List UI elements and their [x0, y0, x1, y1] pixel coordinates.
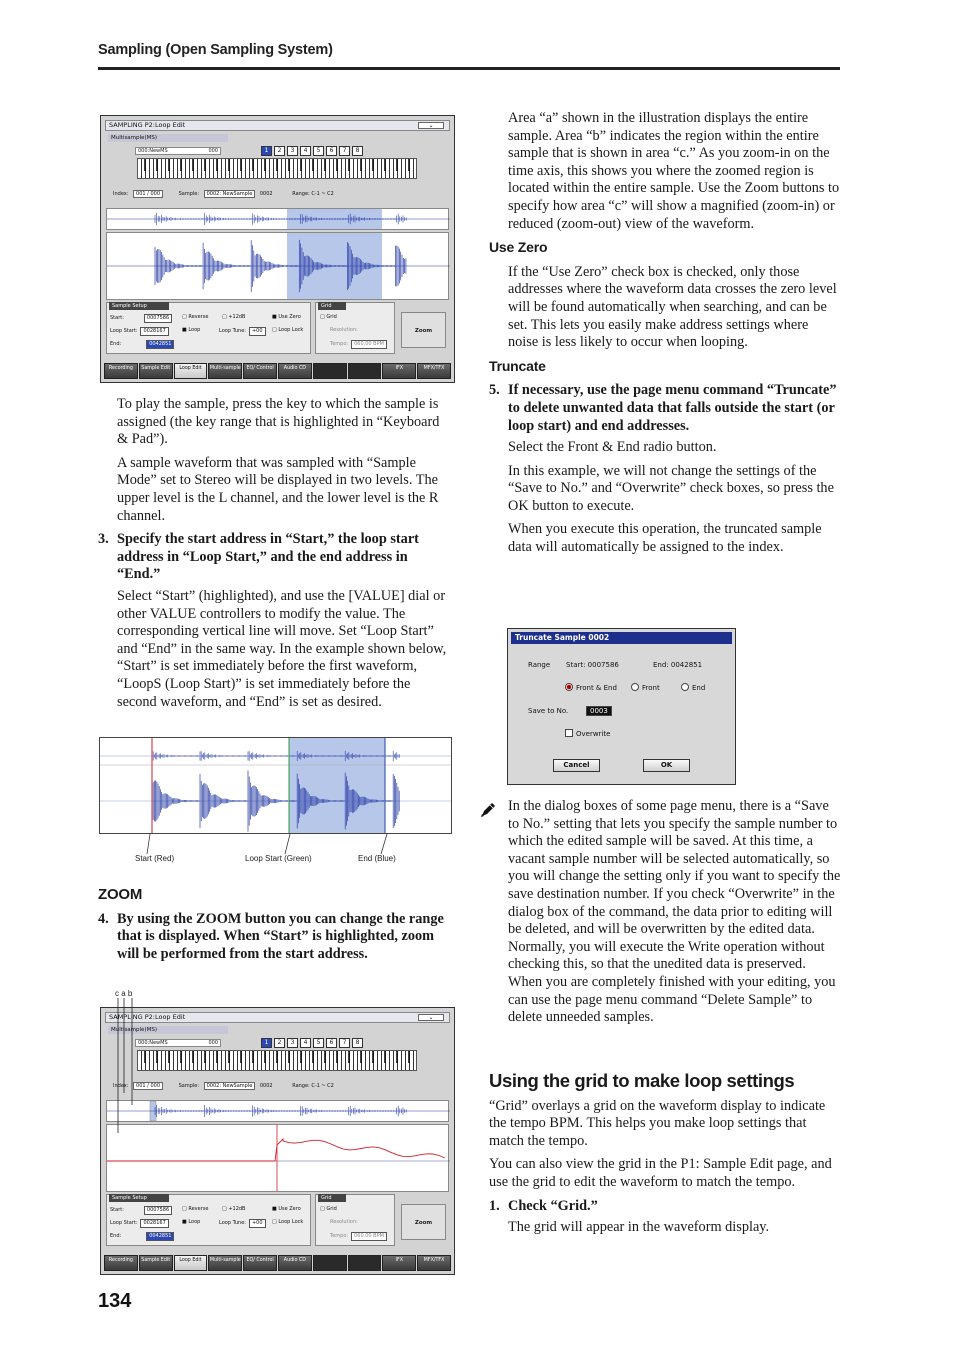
- grid-panel: [315, 1194, 395, 1246]
- page-tab[interactable]: EQ/ Control: [243, 1255, 277, 1271]
- overwrite-checkbox[interactable]: [565, 729, 610, 738]
- grid-section-heading: Using the grid to make loop settings: [489, 1070, 795, 1091]
- screen-title-text: SAMPLING P2:Loop Edit: [109, 1013, 186, 1021]
- gain-checkbox[interactable]: □ +12dB: [222, 314, 246, 320]
- zoom-buttons[interactable]: [401, 1204, 446, 1240]
- tempo-label: Tempo:: [330, 1233, 349, 1239]
- grid-checkbox[interactable]: □ Grid: [320, 1206, 337, 1212]
- page-tab[interactable]: Sample Edit: [139, 1255, 173, 1271]
- index-button-2[interactable]: 2: [274, 1038, 285, 1048]
- paragraph: “Grid” overlays a grid on the waveform display to indicate the tempo BPM. This helps you make loop settings that match the tempo.: [489, 1097, 826, 1149]
- gain-checkbox[interactable]: □ +12dB: [222, 1206, 246, 1212]
- index-number-buttons: [261, 1038, 363, 1048]
- use-zero-heading: Use Zero: [489, 239, 548, 256]
- index-value[interactable]: 001 / 000: [133, 1082, 163, 1090]
- grid-panel-label: Grid: [318, 302, 346, 310]
- index-button-3[interactable]: 3: [287, 146, 298, 156]
- loop-edit-screenshot: [100, 115, 455, 383]
- ms-name-text: 000:NewMS: [138, 1040, 168, 1046]
- page-tab[interactable]: IFX: [382, 1255, 416, 1271]
- screen-title-text: SAMPLING P2:Loop Edit: [109, 121, 186, 129]
- paragraph: In this example, we will not change the settings of the “Save to No.” and “Overwrite” check boxes, so press the OK button to execute.: [508, 462, 834, 514]
- step-number: 5.: [489, 382, 500, 399]
- loop-start-label: Loop Start:: [110, 1220, 138, 1226]
- step-number: 1.: [489, 1197, 500, 1214]
- end-label: End:: [110, 341, 122, 347]
- index-button-2[interactable]: 2: [274, 146, 285, 156]
- page-tab[interactable]: MFX/TFX: [417, 1255, 451, 1271]
- page-tab[interactable]: EQ/ Control: [243, 363, 277, 379]
- waveform-detail-c[interactable]: [106, 1124, 449, 1192]
- loop-checkbox[interactable]: ■ Loop: [182, 1219, 201, 1225]
- dialog-title: Truncate Sample 0002: [511, 632, 732, 644]
- overview-waveform-svg: [107, 1101, 450, 1121]
- paragraph: Select “Start” (highlighted), and use the [VALUE] dial or other VALUE controllers to modify the value. The corresponding vertical line will move. Set “Loop Start” and “End” in the same way. In the example shown below, “Start” is set immediately before the first waveform, “LoopS (Loop Start)” is set immediately before the second waveform, and “End” is set as desired.: [117, 587, 447, 710]
- step-number: 3.: [98, 531, 109, 548]
- ms-num-text: 000: [208, 148, 218, 154]
- range-end: End: 0042851: [653, 661, 703, 669]
- radio-icon: [631, 683, 639, 691]
- zoom-label: Zoom: [414, 328, 433, 334]
- loop-tune-field[interactable]: [219, 327, 266, 336]
- use-zero-checkbox[interactable]: ■ Use Zero: [272, 1206, 301, 1212]
- gain-label: +12dB: [228, 1206, 246, 1212]
- reverse-checkbox[interactable]: □ Reverse: [182, 314, 209, 320]
- end-field[interactable]: [110, 340, 174, 349]
- start-label: Start:: [110, 1207, 124, 1213]
- tempo-field[interactable]: [330, 340, 387, 349]
- end-blue-label: End (Blue): [358, 854, 396, 863]
- start-red-label: Start (Red): [135, 854, 175, 863]
- note-pencil-icon: [479, 800, 498, 819]
- page-tab[interactable]: Loop Edit: [174, 1255, 208, 1271]
- left-column: [98, 396, 450, 717]
- page-menu-dropdown[interactable]: ⌄: [418, 1014, 444, 1021]
- loop-lock-checkbox[interactable]: □ Loop Lock: [272, 327, 304, 333]
- truncate-heading: Truncate: [489, 357, 546, 374]
- index-button-4[interactable]: 4: [300, 1038, 311, 1048]
- loop-start-value[interactable]: 0028167: [140, 1219, 168, 1228]
- radio-label: Front & End: [576, 684, 617, 692]
- step-4: [98, 911, 450, 964]
- end-value[interactable]: 0042851: [146, 340, 174, 349]
- start-label: Start:: [110, 315, 124, 321]
- loop-label: Loop: [188, 327, 201, 333]
- resolution-label: Resolution:: [330, 1219, 358, 1225]
- page-tabs: [104, 363, 451, 379]
- index-button-5[interactable]: 5: [313, 1038, 324, 1048]
- running-header: Sampling (Open Sampling System): [98, 42, 333, 58]
- multisample-label: Multisample(MS): [108, 134, 228, 142]
- step-3: [98, 531, 450, 584]
- index-button-1[interactable]: 1: [261, 1038, 272, 1048]
- page-tab[interactable]: [348, 1255, 382, 1271]
- checkbox-icon: [565, 729, 573, 737]
- reverse-label: Reverse: [188, 314, 209, 320]
- index-row: [113, 191, 334, 197]
- radio-label: End: [692, 684, 706, 692]
- page-tab[interactable]: [313, 1255, 347, 1271]
- end-label: End:: [110, 1233, 122, 1239]
- waveform-detail-c[interactable]: [106, 232, 449, 300]
- loop-start-field[interactable]: [110, 1219, 169, 1228]
- end-field[interactable]: [110, 1232, 174, 1241]
- waveform-overview-a[interactable]: [106, 208, 449, 230]
- zoomed-loop-edit-screenshot: [100, 1007, 455, 1275]
- page-tab[interactable]: Audio CD: [278, 363, 312, 379]
- page-tab[interactable]: Audio CD: [278, 1255, 312, 1271]
- start-value[interactable]: 0007586: [144, 1206, 172, 1215]
- screen-title: [105, 120, 450, 131]
- cab-label: c a b: [115, 989, 133, 998]
- page-tab[interactable]: Recording: [104, 363, 138, 379]
- grid-section: [489, 1072, 841, 1243]
- paragraph: The grid will appear in the waveform display.: [508, 1219, 770, 1236]
- use-zero-checkbox[interactable]: ■ Use Zero: [272, 314, 301, 320]
- index-button-5[interactable]: 5: [313, 146, 324, 156]
- reverse-label: Reverse: [188, 1206, 209, 1212]
- sample-label: Sample:: [178, 1083, 200, 1089]
- zoom-label: Zoom: [414, 1220, 433, 1226]
- index-button-6[interactable]: 6: [326, 146, 337, 156]
- detail-waveform-svg: [107, 1125, 450, 1191]
- page-tab[interactable]: Loop Edit: [174, 363, 208, 379]
- loop-lock-label: Loop Lock: [278, 1219, 304, 1225]
- truncate-dialog: [507, 628, 736, 785]
- index-button-6[interactable]: 6: [326, 1038, 337, 1048]
- radio-label: Front: [642, 684, 660, 692]
- index-label: Index:: [113, 1083, 129, 1089]
- step-text: If necessary, use the page menu command “Truncate” to delete unwanted data that falls outside the start (or loop start) and end addresses.: [508, 382, 837, 434]
- page-tab[interactable]: [313, 363, 347, 379]
- loop-tune-label: Loop Tune:: [219, 1220, 246, 1226]
- resolution-field[interactable]: [330, 327, 358, 334]
- page-tab[interactable]: Multi-sample: [208, 1255, 242, 1271]
- tempo-value[interactable]: 060.00 BPM: [351, 340, 387, 349]
- start-loop-end-figure: [99, 737, 452, 834]
- sample-label: Sample:: [178, 191, 200, 197]
- sample-num: 0002: [259, 191, 273, 197]
- sample-setup-label: Sample Setup: [109, 1194, 169, 1202]
- loop-tune-field[interactable]: [219, 1219, 266, 1228]
- save-to-no-label: Save to No.: [528, 707, 569, 715]
- note-text: In the dialog boxes of some page menu, there is a “Save to No.” setting that lets you specify the sample number to which the edited sample will be saved. At this time, a vacant sample number will be selected automatically, so you will change the setting only if you want to specify the save destination number. If you check “Overwrite” in the dialog box of the command, the data prior to editing will be deleted, and will be overwritten by the edited data. Normally, you will execute the Write operation without checking this, so that the unedited data is preserved. When you are completely finished with your editing, you can use the page menu command “Delete Sample” to delete unneeded samples.: [508, 798, 841, 1026]
- loop-tune-value[interactable]: +00: [249, 1219, 266, 1228]
- header-rule: [98, 67, 840, 70]
- ms-name-text: 000:NewMS: [138, 148, 168, 154]
- grid-panel-label: Grid: [318, 1194, 346, 1202]
- step-text: Specify the start address in “Start,” the loop start address in “Loop Start,” and the end address in “End.”: [117, 531, 419, 583]
- loop-start-field[interactable]: [110, 327, 169, 336]
- range-label: Range: [528, 661, 551, 669]
- cancel-button[interactable]: Cancel: [553, 759, 600, 772]
- paragraph: A sample waveform that was sampled with “Sample Mode” set to Stereo will be displayed in two levels. The upper level is the L channel, and the lower level is the R channel.: [117, 454, 439, 524]
- radio-front[interactable]: [631, 683, 660, 692]
- resolution-field[interactable]: [330, 1219, 358, 1226]
- index-label: Index:: [113, 191, 129, 197]
- zoom-section: [98, 882, 450, 967]
- loop-tune-label: Loop Tune:: [219, 328, 246, 334]
- grid-panel: [315, 302, 395, 354]
- overview-waveform-svg: [107, 209, 450, 229]
- step-number: 4.: [98, 910, 109, 927]
- sample-value[interactable]: 0002: NewSample: [204, 190, 256, 198]
- range-label: Range: C-1 ~ C2: [292, 191, 334, 197]
- detail-waveform-svg: [107, 233, 450, 299]
- multisample-label: Multisample(MS): [108, 1026, 228, 1034]
- paragraph: To play the sample, press the key to which the sample is assigned (the key range that is highlighted in “Keyboard & Pad”).: [117, 396, 440, 448]
- tempo-label: Tempo:: [330, 341, 349, 347]
- paragraph: Select the Front & End radio button.: [508, 439, 717, 456]
- paragraph: When you execute this operation, the truncated sample data will automatically be assigned to the index.: [508, 521, 822, 556]
- page-tab[interactable]: Recording: [104, 1255, 138, 1271]
- index-value[interactable]: 001 / 000: [133, 190, 163, 198]
- index-button-8[interactable]: 8: [352, 1038, 363, 1048]
- start-value[interactable]: 0007586: [144, 314, 172, 323]
- keyboard-display[interactable]: [137, 158, 417, 179]
- page-tabs: [104, 1255, 451, 1271]
- sample-setup-panel: [106, 302, 311, 354]
- use-zero-label: Use Zero: [278, 1206, 301, 1212]
- page-tab[interactable]: Sample Edit: [139, 363, 173, 379]
- index-number-buttons: [261, 146, 363, 156]
- waveform-svg: [100, 738, 451, 833]
- index-button-7[interactable]: 7: [339, 146, 350, 156]
- ms-num-text: 000: [208, 1040, 218, 1046]
- loop-start-label: Loop Start:: [110, 328, 138, 334]
- page-number: 134: [98, 1290, 132, 1312]
- range-label: Range: C-1 ~ C2: [292, 1083, 334, 1089]
- sample-num: 0002: [259, 1083, 273, 1089]
- tempo-value[interactable]: 060.00 BPM: [351, 1232, 387, 1241]
- loop-tune-value[interactable]: +00: [249, 327, 266, 336]
- radio-front-end[interactable]: [565, 683, 617, 692]
- page-tab[interactable]: MFX/TFX: [417, 363, 451, 379]
- index-button-8[interactable]: 8: [352, 146, 363, 156]
- gain-label: +12dB: [228, 314, 246, 320]
- loop-lock-label: Loop Lock: [278, 327, 304, 333]
- loop-checkbox[interactable]: ■ Loop: [182, 327, 201, 333]
- multisample-select[interactable]: [135, 147, 221, 155]
- sample-value[interactable]: 0002: NewSample: [204, 1082, 256, 1090]
- grid-checkbox[interactable]: □ Grid: [320, 314, 337, 320]
- index-button-4[interactable]: 4: [300, 146, 311, 156]
- resolution-label: Resolution:: [330, 327, 358, 333]
- sample-setup-panel: [106, 1194, 311, 1246]
- page-tab[interactable]: Multi-sample: [208, 363, 242, 379]
- step-1: [489, 1198, 841, 1216]
- sample-setup-label: Sample Setup: [109, 302, 169, 310]
- loop-start-green-label: Loop Start (Green): [245, 854, 312, 863]
- loop-start-value[interactable]: 0028167: [140, 327, 168, 336]
- paragraph: Area “a” shown in the illustration displays the entire sample. Area “b” indicates the region within the entire sample that is shown in area “c.” As you zoom-in on the time axis, this shows you where the zoomed region is located within the entire sample. Use the Zoom buttons to specify how area “c” will show a magnified (zoom-in) or reduced (zoom-out) view of the waveform.: [508, 110, 840, 232]
- step-text: By using the ZOOM button you can change the range that is displayed. When “Start” is highlighted, zoom will be performed from the start address.: [117, 910, 444, 962]
- save-to-no-value: 0003: [586, 706, 612, 716]
- start-field[interactable]: [110, 1206, 172, 1215]
- use-zero-label: Use Zero: [278, 314, 301, 320]
- zoom-heading: ZOOM: [98, 886, 143, 903]
- loop-label: Loop: [188, 1219, 201, 1225]
- cab-leader-lines: [112, 998, 152, 1138]
- grid-check-label: Grid: [326, 1206, 337, 1212]
- loop-lock-checkbox[interactable]: □ Loop Lock: [272, 1219, 304, 1225]
- right-column-top: [489, 110, 841, 563]
- note-block: [508, 798, 841, 1033]
- start-field[interactable]: [110, 314, 172, 323]
- paragraph: You can also view the grid in the P1: Sample Edit page, and use the grid to edit the waveform to match the tempo.: [489, 1156, 832, 1190]
- save-to-no-field[interactable]: [586, 706, 612, 716]
- index-button-3[interactable]: 3: [287, 1038, 298, 1048]
- screen-title: [105, 1012, 450, 1023]
- ok-button[interactable]: OK: [643, 759, 690, 772]
- radio-icon: [565, 683, 573, 691]
- radio-icon: [681, 683, 689, 691]
- radio-end[interactable]: [681, 683, 705, 692]
- step-5: [489, 382, 841, 435]
- waveform-overview-a[interactable]: [106, 1100, 449, 1122]
- grid-check-label: Grid: [326, 314, 337, 320]
- range-start: Start: 0007586: [566, 661, 619, 669]
- reverse-checkbox[interactable]: □ Reverse: [182, 1206, 209, 1212]
- step-text: Check “Grid.”: [508, 1197, 598, 1214]
- paragraph: If the “Use Zero” check box is checked, only those addresses where the waveform data crosses the zero level will be found automatically when searching, and can be set. This lets you easily make address settings where noise is less likely to occur when looping.: [508, 263, 837, 351]
- overwrite-label: Overwrite: [576, 730, 611, 738]
- index-button-7[interactable]: 7: [339, 1038, 350, 1048]
- page-tab[interactable]: [348, 363, 382, 379]
- keyboard-display[interactable]: [137, 1050, 417, 1071]
- tempo-field[interactable]: [330, 1232, 387, 1241]
- page-menu-dropdown[interactable]: ⌄: [418, 122, 444, 129]
- zoom-buttons[interactable]: [401, 312, 446, 348]
- page-tab[interactable]: IFX: [382, 363, 416, 379]
- index-button-1[interactable]: 1: [261, 146, 272, 156]
- end-value[interactable]: 0042851: [146, 1232, 174, 1241]
